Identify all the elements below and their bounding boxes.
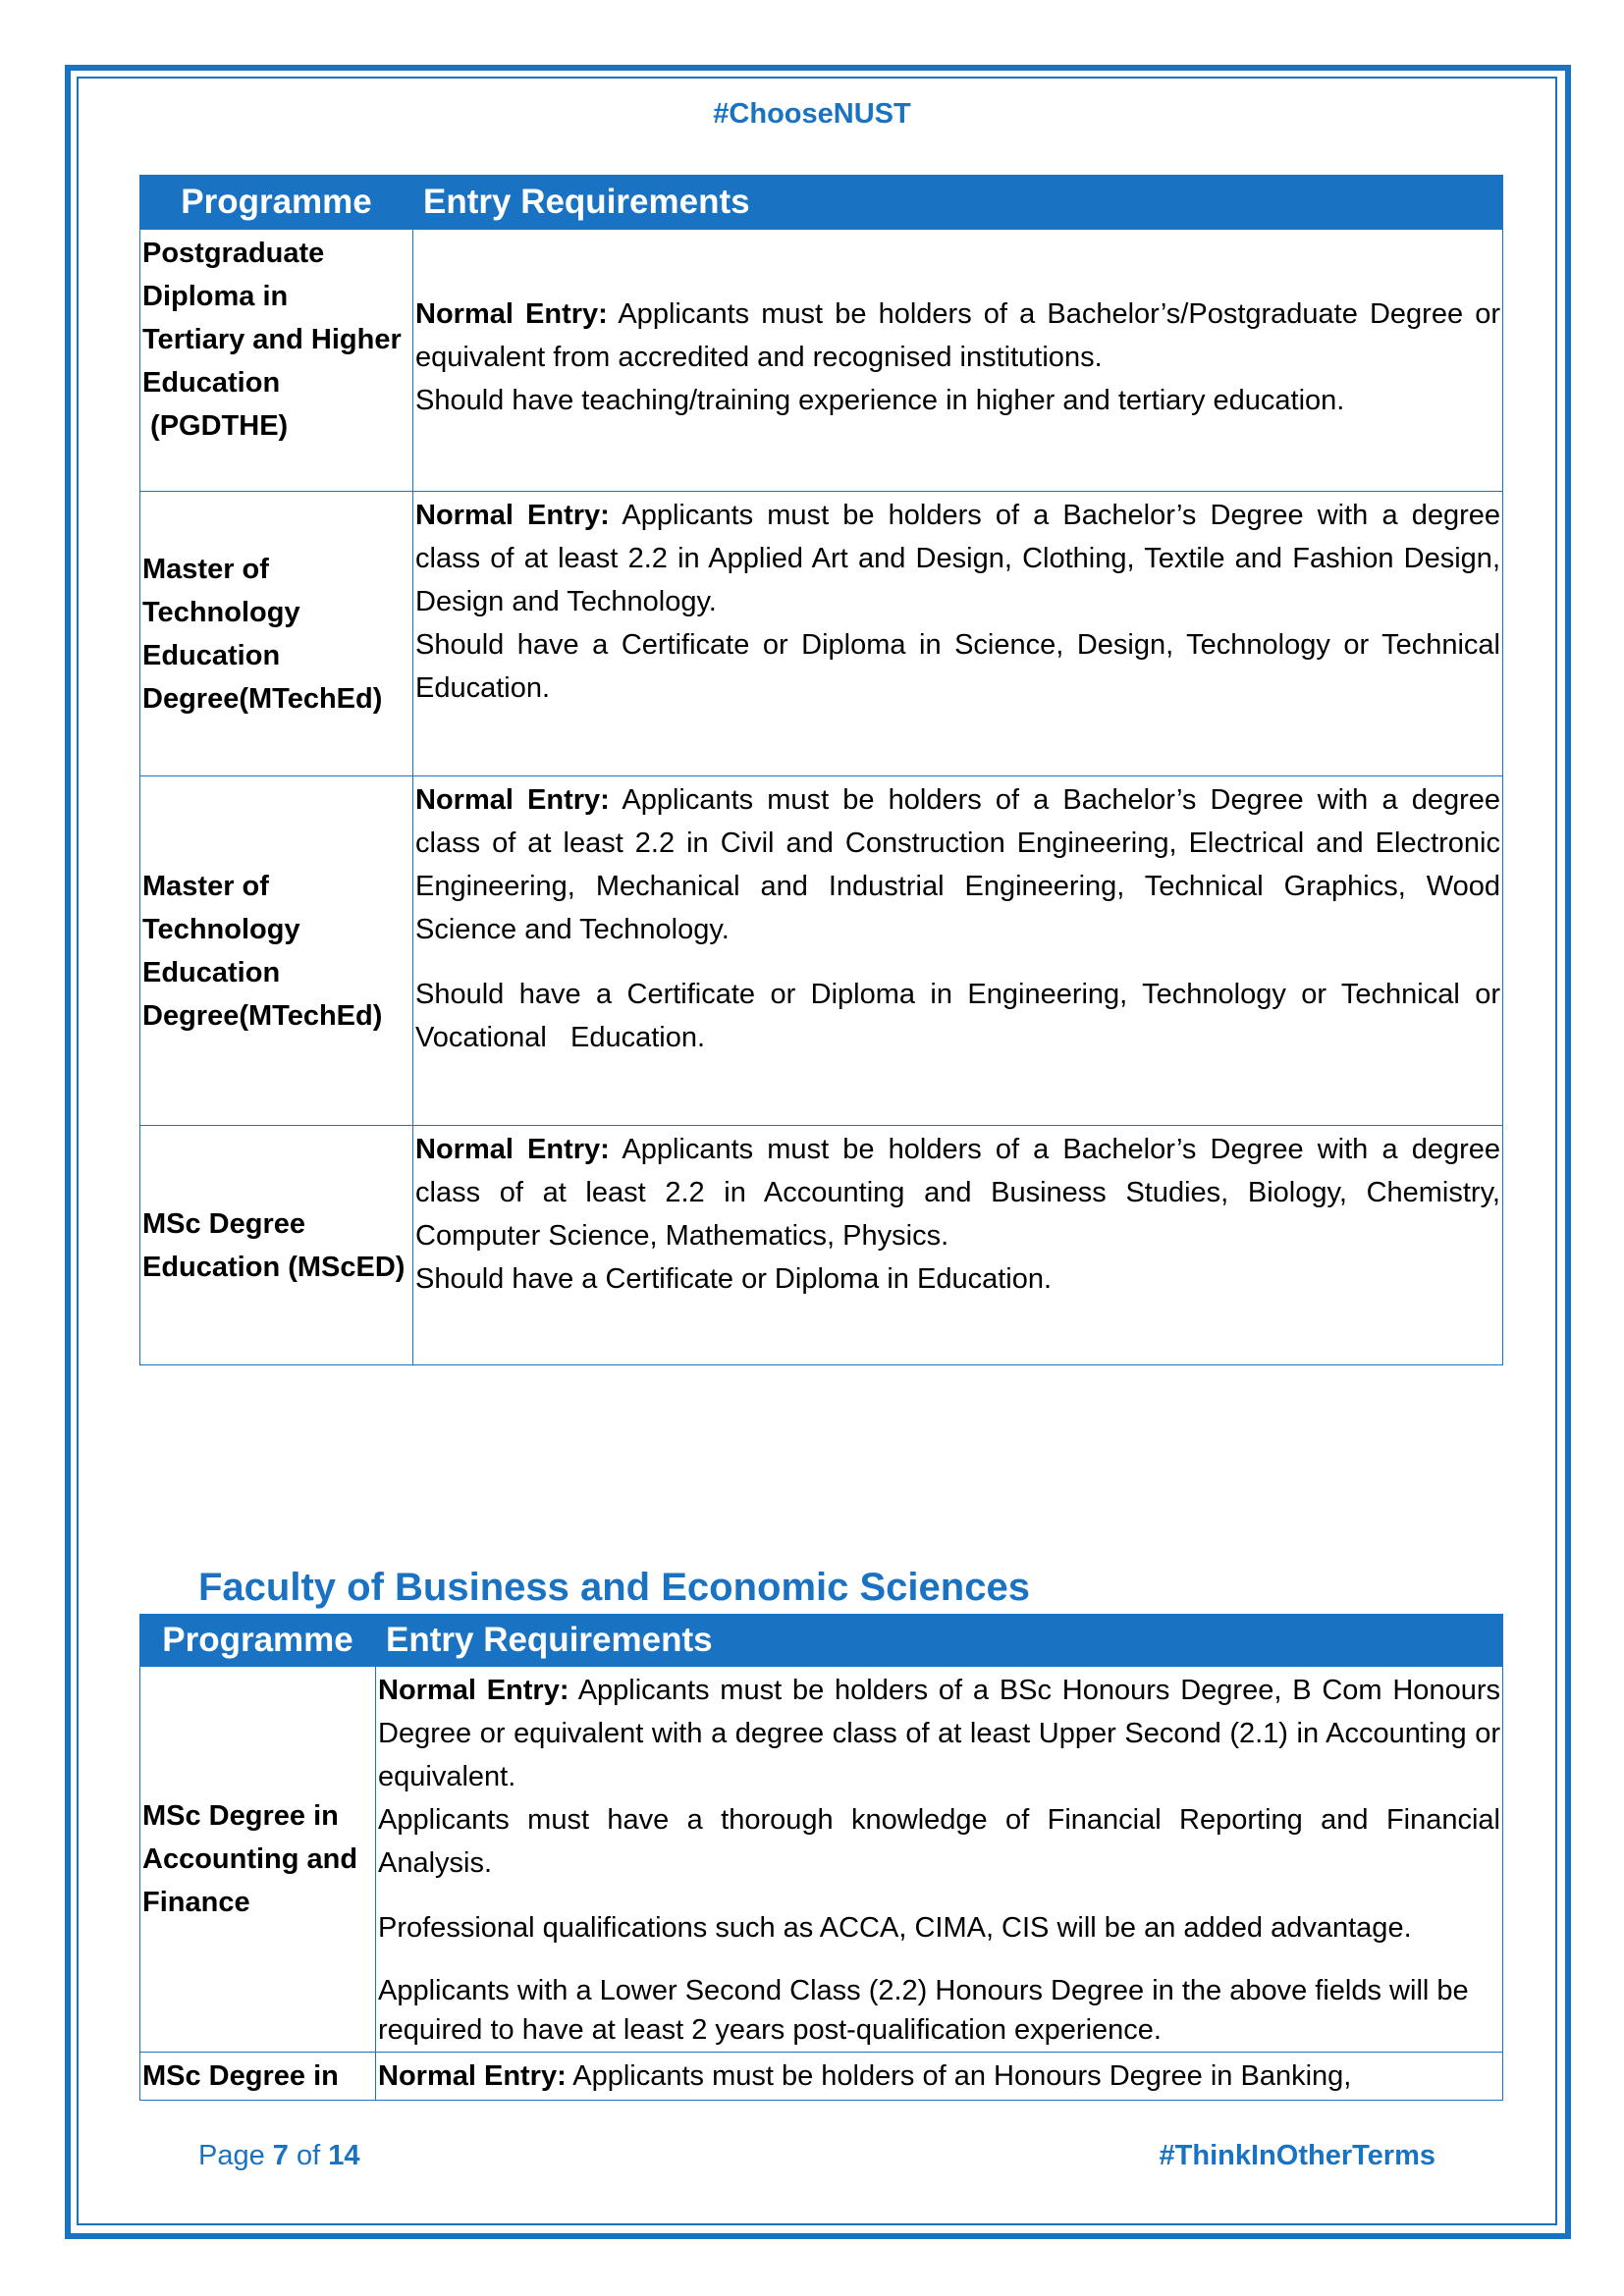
column-header-entry: Entry Requirements xyxy=(413,176,1503,230)
entry-text: Applicants must be holders of a Bachelor’s/Postgraduate Degree or equivalent from accredited and recognised institutions. xyxy=(415,298,1500,373)
programme-line: Technology xyxy=(142,596,300,628)
entry-text: Applicants must be holders of an Honours Degree in Banking, xyxy=(566,2060,1352,2092)
entry-text: Applicants must be holders of a Bachelor’s Degree with a degree class of at least 2.2 in Applied Art and Design, Clothing, Textile and Fashion Design, Design and Technology. xyxy=(415,500,1500,617)
table-row xyxy=(140,1667,1503,2053)
programme-line: MSc Degree in xyxy=(142,2060,339,2092)
entry-text: Applicants must be holders of a BSc Honours Degree, B Com Honours Degree or equivalent with a degree class of at least Upper Second (2.1) in Accounting or equivalent. xyxy=(378,1675,1500,1792)
entry-cell xyxy=(376,1667,1503,2053)
programme-line: MSc Degree in xyxy=(142,1800,339,1832)
entry-paragraph: Applicants with a Lower Second Class (2.2) Honours Degree in the above fields will be required to have at least 2 years post-qualification experience. xyxy=(378,1975,1469,2046)
programme-line: Education (MScED) xyxy=(142,1251,406,1283)
page-of: of xyxy=(297,2140,321,2171)
programme-line: Degree(MTechEd) xyxy=(142,682,383,715)
programme-line: Master of xyxy=(142,553,269,585)
programme-line: Technology xyxy=(142,913,300,945)
header-hashtag: #ChooseNUST xyxy=(713,98,911,130)
entry-cell xyxy=(413,1126,1503,1365)
entry-text: Applicants must be holders of a Bachelor’s Degree with a degree class of at least 2.2 in Accounting and Business Studies, Biology, Chemistry, Computer Science, Mathematics, Physics. xyxy=(415,1134,1500,1252)
table-row xyxy=(140,492,1503,776)
footer-hashtag: #ThinkInOtherTerms xyxy=(1159,2140,1435,2171)
entry-cell xyxy=(413,776,1509,1126)
page-total: 14 xyxy=(328,2140,360,2171)
column-header-entry: Entry Requirements xyxy=(376,1615,1503,1667)
normal-entry-label: Normal Entry: xyxy=(378,2060,567,2092)
entry-extra: Should have teaching/training experience in higher and tertiary education. xyxy=(415,385,1345,416)
programme-cell xyxy=(140,230,413,492)
entry-extra: Applicants must have a thorough knowledge of Financial Reporting and Financial Analysis. xyxy=(378,1804,1500,1879)
programme-line: Education xyxy=(142,639,281,671)
normal-entry-label: Normal Entry: xyxy=(415,500,610,531)
normal-entry-label: Normal Entry: xyxy=(415,1134,610,1165)
entry-text: Applicants must be holders of a Bachelor’s Degree with a degree class of at least 2.2 in Civil and Construction Engineering, Electrical and Electronic Engineering, Mechanical and Industrial Engineering, Technical Graphics, Wood Science and Technology. xyxy=(415,784,1500,945)
entry-cell xyxy=(413,492,1503,776)
programme-line: Diploma in xyxy=(142,281,289,312)
normal-entry-label: Normal Entry: xyxy=(415,784,610,816)
page-prefix: Page xyxy=(198,2140,265,2171)
table-row xyxy=(140,1126,1503,1365)
programme-line: Finance xyxy=(142,1887,250,1918)
entry-paragraph: Professional qualifications such as ACCA, CIMA, CIS will be an added advantage. xyxy=(378,1912,1412,1944)
column-header-programme: Programme xyxy=(140,1615,376,1667)
programme-cell xyxy=(140,776,413,1126)
entry-cell xyxy=(413,230,1503,492)
entry-cell xyxy=(376,2053,1503,2101)
programme-line: Postgraduate xyxy=(142,238,325,269)
programme-line: Degree(MTechEd) xyxy=(142,999,383,1032)
programme-line: Tertiary and Higher xyxy=(142,324,402,355)
programme-line: Education xyxy=(142,367,281,399)
programme-cell xyxy=(140,2053,376,2101)
programme-cell xyxy=(140,1126,413,1365)
programme-line: Accounting and xyxy=(142,1843,358,1875)
entry-extra: Should have a Certificate or Diploma in Engineering, Technology or Technical or Vocational Education. xyxy=(415,979,1509,1053)
table-row xyxy=(140,2053,1503,2101)
page-number xyxy=(198,2140,360,2172)
requirements-table-education xyxy=(139,175,1509,1365)
table-row xyxy=(140,230,1503,492)
table-header-row xyxy=(140,1615,1503,1667)
column-header-programme: Programme xyxy=(140,176,413,230)
entry-extra: Should have a Certificate or Diploma in Science, Design, Technology or Technical Education. xyxy=(415,629,1500,704)
entry-extra: Should have a Certificate or Diploma in Education. xyxy=(415,1263,1053,1295)
normal-entry-label: Normal Entry: xyxy=(378,1675,569,1706)
section-title: Faculty of Business and Economic Sciences xyxy=(198,1566,1030,1609)
table-header-row xyxy=(140,176,1503,230)
page-current: 7 xyxy=(272,2140,289,2171)
programme-cell xyxy=(140,492,413,776)
normal-entry-label: Normal Entry: xyxy=(415,298,608,330)
programme-cell xyxy=(140,1667,376,2053)
programme-line: MSc Degree xyxy=(142,1207,306,1240)
programme-line: Education xyxy=(142,956,281,988)
programme-line: (PGDTHE) xyxy=(142,410,289,442)
table-row xyxy=(140,776,1503,1126)
requirements-table-business xyxy=(139,1614,1503,2101)
programme-line: Master of xyxy=(142,870,269,902)
